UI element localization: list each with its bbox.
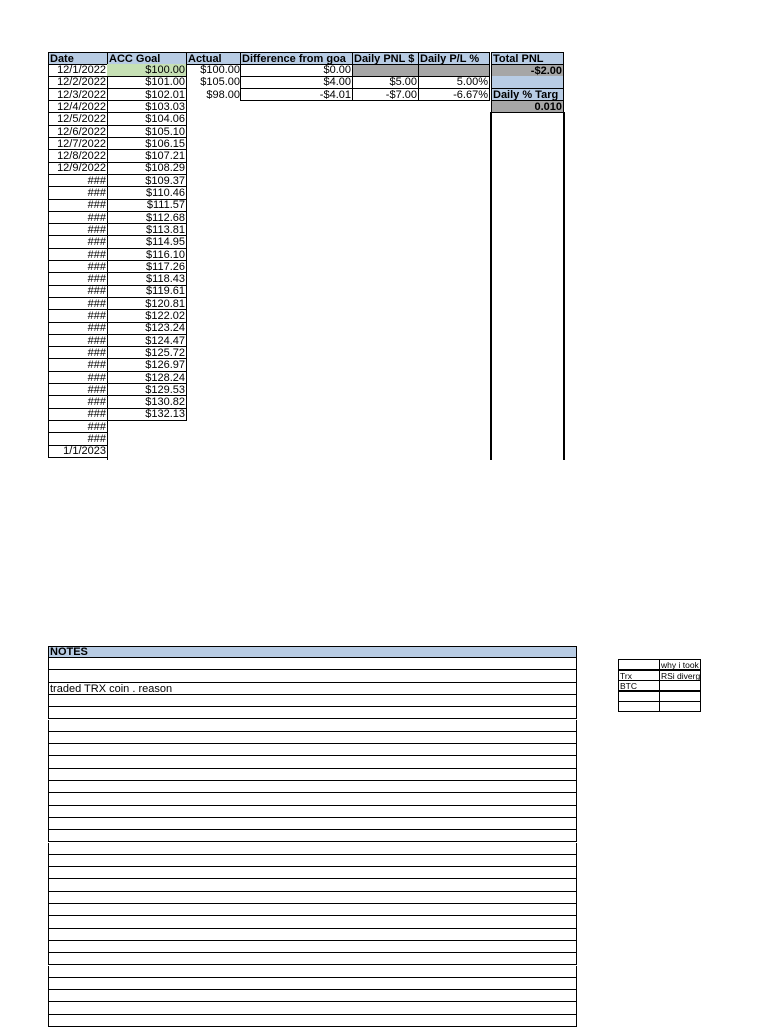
date-cell: ### bbox=[48, 433, 108, 446]
total-pnl-value: -$2.00 bbox=[491, 64, 564, 77]
notes-line[interactable] bbox=[48, 978, 577, 990]
actual-cell: $105.00 bbox=[200, 76, 240, 89]
notes-line[interactable] bbox=[48, 953, 577, 965]
reasons-reason-cell[interactable] bbox=[659, 701, 701, 712]
acc-goal-cell: $124.47 bbox=[107, 335, 187, 348]
acc-goal-cell: $132.13 bbox=[107, 408, 187, 421]
header-actual: Actual bbox=[186, 52, 241, 65]
acc-goal-cell: $117.26 bbox=[107, 261, 187, 274]
header-daily-pl-pct: Daily P/L % bbox=[418, 52, 490, 65]
date-cell: ### bbox=[48, 249, 108, 262]
date-cell: 12/4/2022 bbox=[48, 101, 108, 114]
actual-cell: $98.00 bbox=[206, 88, 240, 101]
notes-line[interactable] bbox=[48, 756, 577, 768]
date-cell: ### bbox=[48, 335, 108, 348]
date-cell: ### bbox=[48, 384, 108, 397]
date-cell: 12/6/2022 bbox=[48, 126, 108, 139]
acc-goal-cell: $114.95 bbox=[107, 236, 187, 249]
notes-line[interactable] bbox=[48, 941, 577, 953]
date-cell: ### bbox=[48, 236, 108, 249]
date-cell: ### bbox=[48, 199, 108, 212]
acc-goal-cell: $129.53 bbox=[107, 384, 187, 397]
notes-line[interactable] bbox=[48, 879, 577, 891]
daily-pl-pct-empty bbox=[418, 64, 490, 77]
notes-line[interactable] bbox=[48, 892, 577, 904]
notes-line[interactable] bbox=[48, 1002, 577, 1014]
date-cell: 1/1/2023 bbox=[48, 445, 108, 458]
date-cell: ### bbox=[48, 322, 108, 335]
date-cell: ### bbox=[48, 273, 108, 286]
date-cell: 12/2/2022 bbox=[48, 76, 108, 89]
acc-goal-cell: $122.02 bbox=[107, 310, 187, 323]
date-col-border bbox=[107, 427, 108, 460]
notes-line[interactable] bbox=[48, 707, 577, 719]
acc-goal-cell: $118.43 bbox=[107, 273, 187, 286]
notes-line[interactable]: traded TRX coin . reason bbox=[48, 683, 577, 695]
date-cell: ### bbox=[48, 421, 108, 434]
notes-line[interactable] bbox=[48, 744, 577, 756]
notes-line[interactable] bbox=[48, 670, 577, 682]
date-cell: ### bbox=[48, 310, 108, 323]
date-cell: ### bbox=[48, 408, 108, 421]
date-cell: ### bbox=[48, 347, 108, 360]
notes-line[interactable] bbox=[48, 843, 577, 855]
reasons-coin-cell[interactable]: Trx bbox=[618, 670, 660, 681]
header-date: Date bbox=[48, 52, 108, 65]
notes-line[interactable] bbox=[48, 732, 577, 744]
actual-cell: $100.00 bbox=[200, 64, 240, 76]
header-difference: Difference from goa bbox=[240, 52, 353, 65]
acc-goal-cell: $106.15 bbox=[107, 138, 187, 151]
date-cell: 12/9/2022 bbox=[48, 162, 108, 175]
acc-goal-cell: $101.00 bbox=[107, 76, 187, 89]
reasons-coin-cell[interactable]: BTC bbox=[618, 680, 660, 691]
notes-line[interactable] bbox=[48, 990, 577, 1002]
acc-goal-cell: $108.29 bbox=[107, 162, 187, 175]
notes-line[interactable] bbox=[48, 1015, 577, 1027]
date-cell: 12/5/2022 bbox=[48, 113, 108, 126]
daily-pl-pct-cell: -6.67% bbox=[418, 89, 490, 102]
date-cell: ### bbox=[48, 359, 108, 372]
date-cell: ### bbox=[48, 372, 108, 385]
notes-line[interactable] bbox=[48, 904, 577, 916]
date-cell: ### bbox=[48, 261, 108, 274]
daily-pnl-empty bbox=[352, 64, 419, 77]
difference-cell: $0.00 bbox=[240, 64, 353, 77]
notes-line[interactable] bbox=[48, 929, 577, 941]
acc-goal-cell: $105.10 bbox=[107, 126, 187, 139]
date-cell: ### bbox=[48, 285, 108, 298]
notes-line[interactable] bbox=[48, 720, 577, 732]
daily-pnl-cell: -$7.00 bbox=[352, 89, 419, 102]
acc-goal-cell: $125.72 bbox=[107, 347, 187, 360]
notes-line[interactable] bbox=[48, 818, 577, 830]
acc-goal-cell: $113.81 bbox=[107, 224, 187, 237]
acc-goal-cell: $130.82 bbox=[107, 396, 187, 409]
difference-cell: $4.00 bbox=[240, 76, 353, 89]
acc-goal-cell: $111.57 bbox=[107, 199, 187, 212]
acc-goal-cell: $104.06 bbox=[107, 113, 187, 126]
acc-goal-cell: $100.00 bbox=[107, 64, 187, 77]
acc-goal-cell: $116.10 bbox=[107, 249, 187, 262]
header-acc-goal: ACC Goal bbox=[107, 52, 187, 65]
date-cell: ### bbox=[48, 175, 108, 188]
date-cell: ### bbox=[48, 212, 108, 225]
notes-line[interactable] bbox=[48, 855, 577, 867]
acc-goal-cell: $119.61 bbox=[107, 285, 187, 298]
difference-cell: -$4.01 bbox=[240, 89, 353, 102]
date-cell: 12/8/2022 bbox=[48, 150, 108, 163]
date-cell: 12/1/2022 bbox=[48, 64, 108, 77]
daily-pnl-cell: $5.00 bbox=[352, 76, 419, 89]
notes-line[interactable] bbox=[48, 867, 577, 879]
acc-goal-cell: $109.37 bbox=[107, 175, 187, 188]
date-cell: 12/3/2022 bbox=[48, 89, 108, 102]
date-cell: ### bbox=[48, 298, 108, 311]
notes-line[interactable] bbox=[48, 806, 577, 818]
acc-goal-cell: $126.97 bbox=[107, 359, 187, 372]
reasons-coin-cell[interactable] bbox=[618, 701, 660, 712]
notes-line[interactable] bbox=[48, 793, 577, 805]
header-daily-pnl: Daily PNL $ bbox=[352, 52, 419, 65]
daily-target-label: Daily % Targ bbox=[491, 88, 564, 101]
acc-goal-cell: $112.68 bbox=[107, 212, 187, 225]
notes-line[interactable] bbox=[48, 695, 577, 707]
date-cell: ### bbox=[48, 187, 108, 200]
total-col-right-border bbox=[563, 112, 565, 460]
daily-target-value: 0.010 bbox=[491, 100, 564, 113]
notes-line[interactable] bbox=[48, 769, 577, 781]
header-total-pnl: Total PNL bbox=[491, 52, 564, 65]
total-pnl-spacer bbox=[491, 76, 564, 89]
date-cell: ### bbox=[48, 224, 108, 237]
acc-goal-cell: $102.01 bbox=[107, 89, 187, 102]
reasons-reason-cell[interactable]: RSi diverg bbox=[661, 670, 701, 681]
acc-goal-cell: $103.03 bbox=[107, 101, 187, 114]
total-col-left-border bbox=[490, 112, 492, 460]
acc-goal-cell: $120.81 bbox=[107, 298, 187, 311]
acc-goal-cell: $107.21 bbox=[107, 150, 187, 163]
notes-line[interactable] bbox=[48, 916, 577, 928]
date-cell: ### bbox=[48, 396, 108, 409]
notes-line[interactable] bbox=[48, 830, 577, 842]
date-cell: 12/7/2022 bbox=[48, 138, 108, 151]
acc-goal-cell: $110.46 bbox=[107, 187, 187, 200]
daily-pl-pct-cell: 5.00% bbox=[418, 76, 490, 89]
notes-header: NOTES bbox=[48, 646, 577, 658]
reasons-header: why i took bbox=[659, 659, 701, 670]
acc-goal-cell: $123.24 bbox=[107, 322, 187, 335]
notes-line[interactable] bbox=[48, 966, 577, 978]
notes-line[interactable] bbox=[48, 781, 577, 793]
notes-line[interactable] bbox=[48, 658, 577, 670]
acc-goal-cell: $128.24 bbox=[107, 372, 187, 385]
